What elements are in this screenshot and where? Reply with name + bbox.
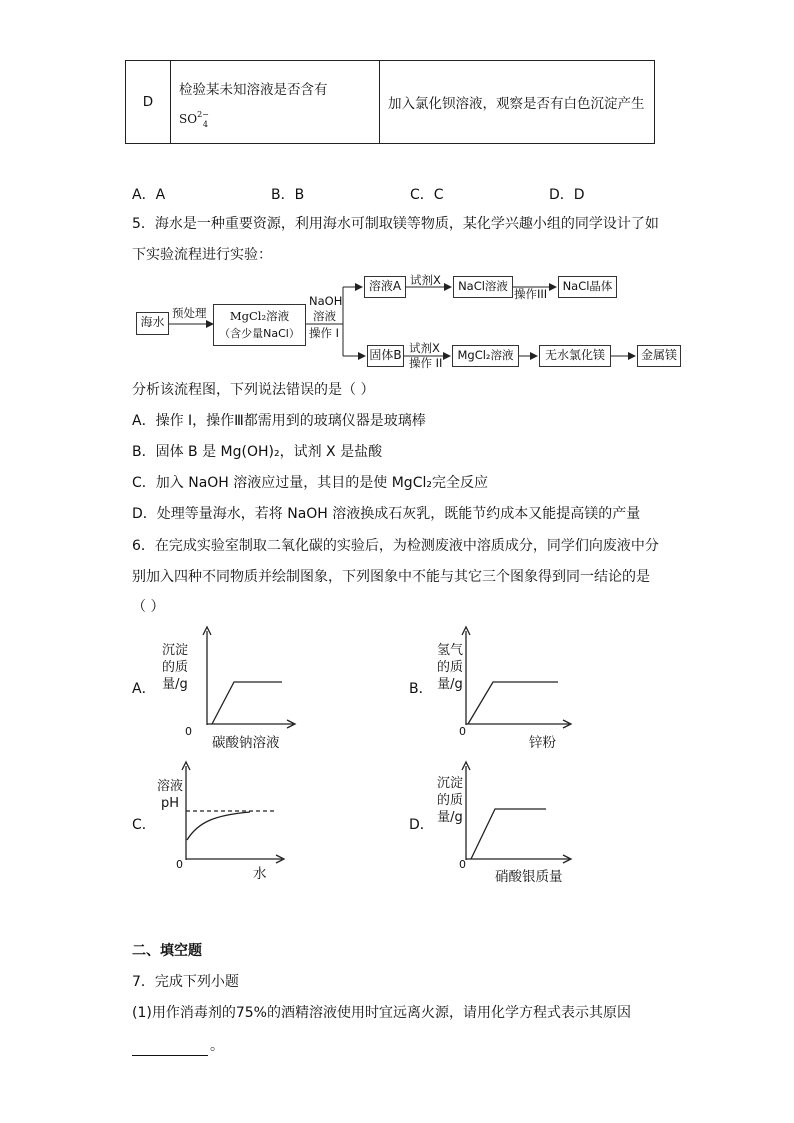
- graph-c-ylabel-2: pH: [160, 796, 180, 811]
- graph-b-xlabel: 锌粉: [529, 735, 556, 751]
- graph-c-plot: [180, 760, 290, 865]
- graph-a-xlabel: 碳酸钠溶液: [212, 735, 280, 751]
- q6-stem-line3: （ ）: [132, 599, 165, 615]
- graph-b-option: B．: [409, 681, 433, 697]
- graph-a-ylabel-3: 量/g: [162, 677, 188, 692]
- solid-b-box: 固体B: [367, 345, 404, 367]
- q5-option-d: D．处理等量海水，若将 NaOH 溶液换成石灰乳，既能节约成本又能提高镁的产量: [132, 506, 641, 522]
- metal-mg-box: 金属镁: [637, 345, 681, 367]
- sulfate-ion-formula: $SO^{2-}_4$: [179, 110, 209, 129]
- item-text: 检验某未知溶液是否含有: [179, 82, 328, 98]
- q4-option-a: A．A: [132, 187, 166, 203]
- graph-c-xlabel: 水: [253, 866, 267, 882]
- graph-c-origin: 0: [176, 858, 183, 871]
- op1-label: 操作 I: [309, 326, 340, 340]
- q6-stem-line1: 6．在完成实验室制取二氧化碳的实验后，为检测废液中溶质成分，同学们向废液中分: [132, 538, 659, 554]
- graph-c-ylabel-1: 溶液: [156, 779, 183, 794]
- flow-arrows: [0, 0, 794, 380]
- graph-a-ylabel-1: 沉淀: [161, 643, 188, 658]
- graph-b-ylabel-3: 量/g: [437, 677, 463, 692]
- mgcl2-box: [213, 304, 306, 346]
- q5-question: 分析该流程图，下列说法错误的是（ ）: [132, 382, 375, 398]
- graph-b-plot: [455, 625, 575, 730]
- graph-a-plot: [195, 625, 300, 730]
- table-cell-method: 加入氯化钡溶液，观察是否有白色沉淀产生: [380, 61, 655, 144]
- graph-c-curve: [187, 812, 250, 840]
- q5-option-b: B．固体 B 是 Mg(OH)₂，试剂 X 是盐酸: [132, 444, 383, 460]
- reagent-x-bottom-label: 试剂X: [409, 341, 440, 355]
- naoh-label-2: 溶液: [313, 309, 336, 323]
- graph-a-ylabel: [158, 642, 192, 693]
- graph-a-ylabel-2: 的质: [161, 660, 188, 675]
- solution-a-box: 溶液A: [364, 276, 406, 298]
- graph-d-curve: [471, 809, 546, 859]
- q4-option-d: D．D: [549, 187, 585, 203]
- graph-d-xlabel: 硝酸银质量: [495, 869, 563, 885]
- mgcl2-solution-box: MgCl₂溶液: [452, 345, 519, 367]
- graph-c-option: C．: [132, 817, 156, 833]
- section-heading: 二、填空题: [132, 943, 202, 959]
- graph-b-curve: [468, 682, 558, 724]
- q4-option-b: B．B: [271, 187, 305, 203]
- graph-a-option: A．: [132, 681, 156, 697]
- nacl-crystal-box: NaCl晶体: [558, 276, 617, 298]
- op2-label: 操作 II: [409, 356, 443, 370]
- q7-1-end: 。: [210, 1038, 224, 1054]
- q5-stem-line2: 下实验流程进行实验：: [132, 247, 272, 263]
- anhydrous-mgcl2-box: 无水氯化镁: [539, 345, 611, 367]
- mgcl2-box-line1: MgCl₂溶液: [229, 309, 290, 323]
- op3-label: 操作III: [514, 287, 548, 301]
- mgcl2-box-line2: （含少量NaCl）: [219, 327, 300, 340]
- pretreat-label: 预处理: [172, 306, 207, 320]
- q5-stem-line1: 5．海水是一种重要资源，利用海水可制取镁等物质，某化学兴趣小组的同学设计了如: [132, 216, 659, 232]
- q6-stem-line2: 别加入四种不同物质并绘制图象，下列图象中不能与其它三个图象得到同一结论的是: [132, 569, 650, 585]
- reagent-x-top-label: 试剂X: [410, 273, 441, 287]
- q5-option-c: C．加入 NaOH 溶液应过量，其目的是使 MgCl₂完全反应: [132, 475, 488, 491]
- graph-d-plot: [455, 760, 575, 865]
- graph-b-ylabel-1: 氢气: [436, 643, 463, 658]
- table-cell-label: D: [126, 61, 171, 144]
- q7-title: 7．完成下列小题: [132, 974, 239, 990]
- graph-a-curve: [212, 682, 282, 724]
- seawater-box: 海水: [136, 312, 169, 335]
- nacl-solution-box: NaCl溶液: [453, 276, 513, 298]
- q7-1-text: (1)用作消毒剂的75%的酒精溶液使用时宜远离火源，请用化学方程式表示其原因: [132, 1005, 631, 1021]
- flow-diagram: [0, 0, 794, 380]
- graph-d-ylabel-3: 量/g: [437, 810, 463, 825]
- graph-d-origin: 0: [459, 858, 466, 871]
- naoh-label-1: NaOH: [309, 294, 343, 308]
- graph-d-ylabel-1: 沉淀: [436, 776, 463, 791]
- graph-d-ylabel-2: 的质: [436, 793, 463, 808]
- answer-blank[interactable]: [132, 1041, 208, 1056]
- graph-a-origin: 0: [185, 725, 192, 738]
- graph-d-option: D．: [409, 817, 434, 833]
- graph-b-ylabel-2: 的质: [436, 660, 463, 675]
- q7-1-answer-line: [132, 1036, 224, 1056]
- graph-b-origin: 0: [459, 725, 466, 738]
- q5-option-a: A．操作 I，操作Ⅲ都需用到的玻璃仪器是玻璃棒: [132, 413, 426, 429]
- q4-option-c: C．C: [410, 187, 444, 203]
